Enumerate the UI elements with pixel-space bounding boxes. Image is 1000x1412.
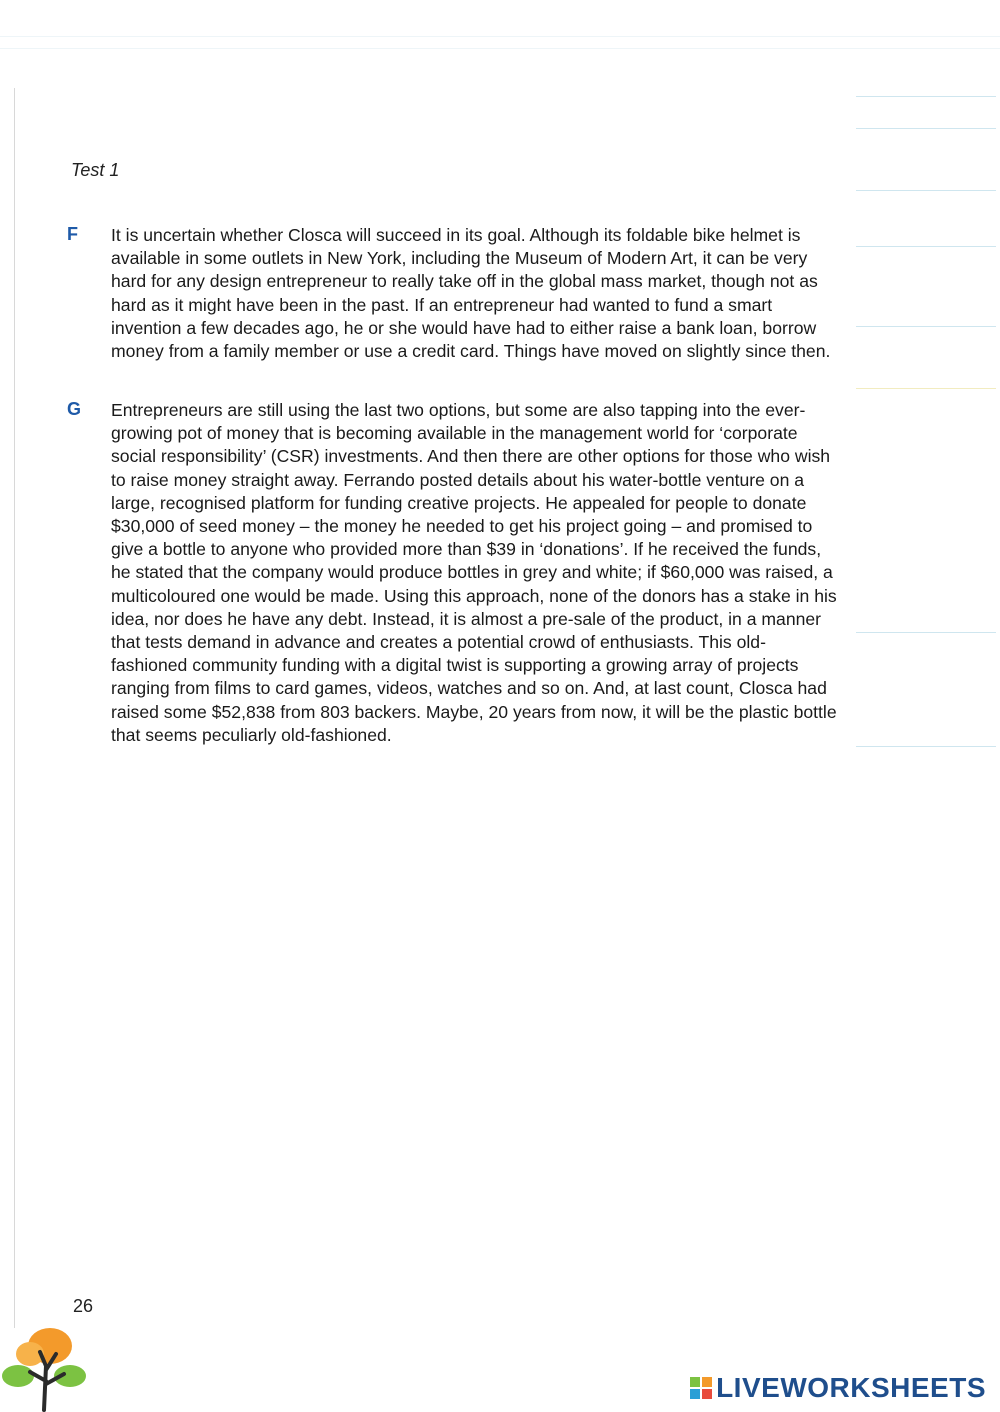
brand-mark-icon xyxy=(690,1377,712,1399)
margin-rule xyxy=(856,746,996,747)
margin-rule xyxy=(856,246,996,247)
paragraph-text: It is uncertain whether Closca will succeed in its goal. Although its foldable bike helmet is available in some outlets in New York, including the Museum of Modern Art, it can be very hard for any design entrepreneur to really take off in the global mass market, though not as hard as it might have been in the past. If an entrepreneur had wanted to fund a smart invention a few decades ago, he or she would have had to either raise a bank loan, borrow money from a family member or use a credit card. Things have moved on slightly since then. xyxy=(111,225,831,362)
margin-rule xyxy=(856,326,996,327)
tree-logo-icon xyxy=(0,1326,92,1412)
margin-rule xyxy=(856,632,996,633)
paragraph-letter: G xyxy=(67,399,82,419)
margin-rule xyxy=(856,190,996,191)
paragraph-text: Entrepreneurs are still using the last two options, but some are also tapping into the ever-growing pot of money that is becoming available in the management world for ‘corporate social responsibility’ (CSR) investments. And then there are other options for those who wish to raise money straight away. Ferrando posted details about his water-bottle venture on a large, recognised platform for funding creative projects. He appealed for people to donate $30,000 of seed money – the money he needed to get his project going – and promised to give a bottle to anyone who provided more than $39 in ‘donations’. If he received the funds, he stated that the company would produce bottles in grey and white; if $60,000 was raised, a multicoloured one would be made. Using this approach, none of the donors has a stake in his idea, nor does he have any debt. Instead, it is almost a pre-sale of the product, in a manner that tests demand in advance and creates a potential crowd of enthusiasts. This old-fashioned community funding with a digital twist is supporting a growing array of projects ranging from films to card games, videos, watches and so on. And, at last count, Closca had raised some $52,838 from 803 backers. Maybe, 20 years from now, it will be the plastic bottle that seems peculiarly old-fashioned. xyxy=(111,400,837,745)
margin-rule xyxy=(856,388,996,389)
page-number: 26 xyxy=(73,1296,94,1316)
paragraph-g xyxy=(67,399,837,747)
document-page xyxy=(14,88,855,1328)
brand-watermark xyxy=(690,1372,986,1404)
margin-rule xyxy=(856,96,996,97)
running-head: Test 1 xyxy=(71,160,120,180)
paragraph-letter: F xyxy=(67,224,78,244)
margin-rule xyxy=(856,128,996,129)
paragraph-f xyxy=(67,224,837,363)
top-rule xyxy=(0,48,1000,49)
brand-name: LIVEWORKSHEETS xyxy=(716,1372,986,1403)
top-rule xyxy=(0,36,1000,37)
